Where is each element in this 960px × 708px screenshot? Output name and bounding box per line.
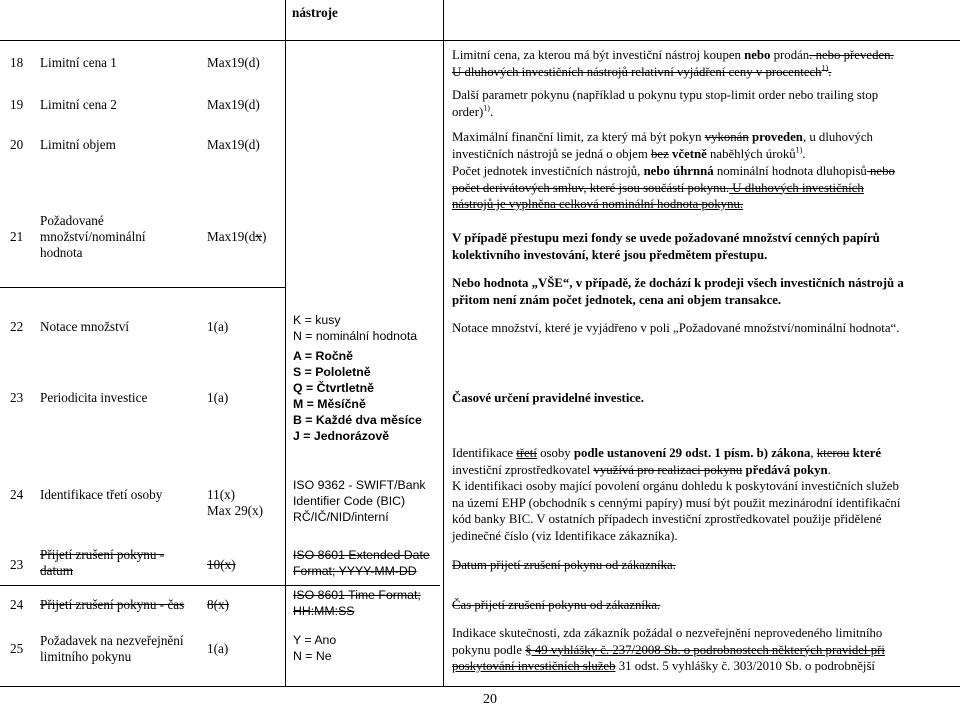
field-name: Přijetí zrušení pokynu - čas (40, 597, 185, 612)
field-format: 1(a) (207, 319, 229, 334)
value-code: M = Měsíčně (293, 397, 366, 411)
field-format: 11(x) (207, 487, 236, 502)
rule-after-21 (0, 287, 285, 288)
row-number: 19 (10, 97, 24, 112)
remark-23b: Datum přijetí zrušení pokynu od zákazníka. (452, 558, 676, 572)
value-code: J = Jednorázově (293, 429, 390, 443)
field-format: 1(a) (207, 390, 229, 405)
field-format: 1(a) (207, 641, 229, 656)
field-format: Max19(d) (207, 137, 260, 152)
field-format: Max 29(x) (207, 503, 264, 518)
rule-header (0, 40, 960, 41)
remark-24: Identifikace třetí osoby podle ustanovení 29 odst. 1 písm. b) zákona, kterou které investiční zprostředkovatel využívá pro realizaci pokynu předává pokyn. K identifikaci osoby mající povolení orgánu dohledu k poskytování investičních služeb na území EHP (obchodník s cennými papíry) musí být použit mezinárodní identifikační kód banky BIC. V ostatních případech investiční zprostředkovatel použije přidělené jedinečné číslo (viz Identifikace zákazníka). (452, 446, 901, 543)
remark-18: Limitní cena, za kterou má být investiční nástroj koupen nebo prodán. nebo převeden. U dluhových investičních nástrojů relativní vyjádření ceny v procentech$^{1)}$. (452, 48, 894, 79)
field-name-line: Přijetí zrušení pokynu - (40, 547, 165, 562)
value-code: B = Každé dva měsíce (293, 413, 422, 427)
remark-21: Počet jednotek investičních nástrojů, nebo úhrnná nominální hodnota dluhopisů nebo počet derivátových smluv, které jsou součástí pokynu. U dluhových investičních nástrojů je vyplněna celková nominální hodnota pokynu. (452, 164, 895, 211)
rule-col-remarks (443, 0, 444, 686)
remark-23: Časové určení pravidelné investice. (452, 391, 644, 405)
row-number: 23 (10, 390, 24, 405)
remark-21-all: Nebo hodnota „VŠE“, v případě, že dochází k prodeji všech investičních nástrojů a přitom není znám počet jednotek, cena ani objem transakce. (452, 276, 904, 307)
field-name: Periodicita investice (40, 390, 148, 405)
rule-bottom (0, 686, 960, 687)
field-name-line: Požadované (40, 213, 104, 228)
value-code: ISO 8601 Time Format; (293, 588, 421, 602)
header-cell: nástroje (292, 5, 338, 20)
row-number: 20 (10, 137, 24, 152)
row-number: 21 (10, 229, 24, 244)
row-number: 18 (10, 55, 24, 70)
remark-24b: Čas přijetí zrušení pokynu od zákazníka. (452, 598, 661, 612)
field-name-line: hodnota (40, 245, 83, 260)
row-number: 25 (10, 641, 24, 656)
field-name: Limitní cena 2 (40, 97, 117, 112)
row-number: 23 (10, 557, 24, 572)
value-code: Format; YYYY-MM-DD (293, 564, 417, 578)
rule-after-23b (0, 585, 440, 586)
rule-col-values (285, 0, 286, 686)
value-code: A = Ročně (293, 349, 354, 363)
value-code: HH:MM:SS (293, 604, 355, 618)
field-name-line: Požadavek na nezveřejnění (40, 633, 184, 648)
value-code: K = kusy (293, 313, 341, 327)
remark-22: Notace množství, které je vyjádřeno v poli „Požadované množství/nominální hodnota“. (452, 321, 900, 335)
field-name: Identifikace třetí osoby (40, 487, 163, 502)
remark-25: Indikace skutečnosti, zda zákazník požádal o nezveřejnění neprovedeného limitního pokynu podle § 49 vyhlášky č. 237/2008 Sb. o podrobnostech některých pravidel při poskytování investičních služeb 31 odst. 5 vyhlášky č. 303/2010 Sb. o podrobnější (452, 626, 885, 673)
remark-19: Další parametr pokynu (například u pokynu typu stop-limit order nebo trailing stop order)$^{1)}$. (452, 88, 879, 119)
field-format: Max19(dx) (207, 229, 267, 244)
value-code: Y = Ano (293, 633, 337, 647)
field-format: 10(x) (207, 557, 236, 572)
value-code: N = nominální hodnota (293, 329, 418, 343)
remark-20: Maximální finanční limit, za který má být pokyn vykonán proveden, u dluhových investičních nástrojů se jedná o objem bez včetně naběhlých úroků$^{1)}$. (452, 130, 873, 161)
field-format: 8(x) (207, 597, 229, 612)
row-number: 24 (10, 597, 24, 612)
value-code: N = Ne (293, 649, 332, 663)
field-format: Max19(d) (207, 55, 260, 70)
row-number: 24 (10, 487, 24, 502)
field-name: Limitní cena 1 (40, 55, 117, 70)
field-format: Max19(d) (207, 97, 260, 112)
value-code: ISO 9362 - SWIFT/Bank (293, 478, 426, 492)
field-name: Limitní objem (40, 137, 116, 152)
row-number: 22 (10, 319, 24, 334)
field-name-line: datum (40, 563, 73, 578)
value-code: Identifier Code (BIC) (293, 494, 406, 508)
field-name: Notace množství (40, 319, 129, 334)
remark-21-transfer: V případě přestupu mezi fondy se uvede požadované množství cenných papírů kolektivního investování, které jsou předmětem přestupu. (452, 231, 880, 262)
field-name-line: limitního pokynu (40, 649, 132, 664)
value-code: RČ/IČ/NID/interní (293, 510, 389, 524)
value-code: ISO 8601 Extended Date (293, 548, 430, 562)
field-name-line: množství/nominální (40, 229, 146, 244)
value-code: Q = Čtvrtletně (293, 381, 374, 395)
page-number: 20 (483, 692, 497, 707)
value-code: S = Pololetně (293, 365, 371, 379)
